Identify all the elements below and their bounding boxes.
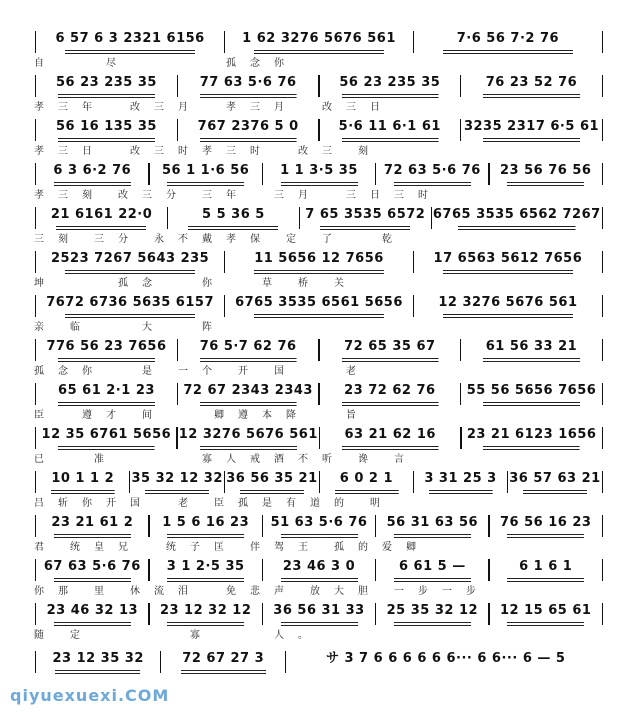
barline (488, 603, 489, 625)
barline (35, 515, 36, 537)
measure: 51 63 5·6 76 (264, 514, 374, 538)
barline (148, 515, 149, 537)
barline (224, 251, 225, 273)
measure: 3 1 2·5 35 (151, 558, 261, 582)
measure: 3 31 25 3 (415, 470, 506, 494)
measure: 12 15 65 61 (491, 602, 601, 626)
barline (35, 163, 36, 185)
barline (488, 515, 489, 537)
measure: 56 31 63 56 (377, 514, 487, 538)
measure: 6765 3535 6561 5656 (226, 294, 412, 318)
barline (285, 651, 286, 673)
barline (35, 427, 36, 449)
barline (602, 119, 603, 141)
lyrics-line: 坤 孤 念 你 草 桥 关 (34, 278, 346, 289)
barline (35, 119, 36, 141)
measure: 2523 7267 5643 235 (37, 250, 223, 274)
measure: 77 63 5·6 76 (179, 74, 317, 98)
notes-line (34, 514, 604, 538)
score-row (0, 26, 628, 74)
lyrics-line: 孝 三 刻 改 三 分 三 年 三 月 三 日 三 时 (34, 190, 430, 201)
barline (262, 163, 263, 185)
notes-line (34, 118, 604, 142)
measure: 76 56 16 23 (491, 514, 601, 538)
barline (167, 207, 168, 229)
barline (602, 295, 603, 317)
barline (177, 119, 178, 141)
measure: 25 35 32 12 (377, 602, 487, 626)
measure: 6 61 5 — (377, 558, 487, 582)
barline (413, 295, 414, 317)
score-row (0, 554, 628, 602)
measure: 56 1 1·6 56 (151, 162, 261, 186)
measure: 23 12 32 12 (151, 602, 261, 626)
score-row (0, 466, 628, 514)
measure: 67 63 5·6 76 (37, 558, 147, 582)
barline (375, 603, 376, 625)
lyrics-line: 孝 三 日 改 三 时 孝 三 时 改 三 刻 (34, 146, 370, 157)
measure: 10 1 1 2 (37, 470, 128, 494)
measure: 36 57 63 21 (509, 470, 600, 494)
barline (35, 339, 36, 361)
measure: 36 56 31 33 (264, 602, 374, 626)
barline (602, 75, 603, 97)
measure: 12 3276 5676 561 (179, 426, 318, 450)
barline (35, 295, 36, 317)
lyrics-line: 孤 念 你 是 一 个 开 国 老 (34, 366, 358, 377)
barline (602, 559, 603, 581)
measure: 5·6 11 6·1 61 (321, 118, 459, 142)
measure: 1 62 3276 5676 561 (226, 30, 412, 54)
barline (224, 295, 225, 317)
barline (177, 339, 178, 361)
notes-line (34, 250, 604, 274)
barline (35, 559, 36, 581)
notes-line (34, 426, 604, 450)
measure: 5 5 36 5 (169, 206, 298, 230)
barline (35, 31, 36, 53)
barline (148, 559, 149, 581)
lyrics-line: 孝 三 年 改 三 月 孝 三 月 改 三 日 (34, 102, 382, 113)
score-row (0, 70, 628, 118)
score-row (0, 290, 628, 338)
measure: 23 56 76 56 (491, 162, 601, 186)
score-row (0, 422, 628, 470)
barline (262, 559, 263, 581)
barline (602, 251, 603, 273)
measure: 63 21 62 16 (321, 426, 459, 450)
measure: 23 12 35 32 (37, 650, 159, 674)
barline (148, 163, 149, 185)
measure: 23 46 3 0 (264, 558, 374, 582)
measure: 6 1 6 1 (491, 558, 601, 582)
barline (35, 383, 36, 405)
barline (413, 31, 414, 53)
measure: 3235 2317 6·5 61 (462, 118, 600, 142)
barline (129, 471, 130, 493)
barline (460, 427, 461, 449)
barline (460, 119, 461, 141)
measure: 56 16 135 35 (37, 118, 175, 142)
lyrics-line: 臣 遵 才 间 卿 遵 本 降 旨 (34, 410, 358, 421)
notes-line (34, 74, 604, 98)
barline (507, 471, 508, 493)
barline (148, 603, 149, 625)
lyrics-line: 三 刻 三 分 永 不 戴 孝 保 定 了 乾 (34, 234, 394, 245)
lyrics-line: 随 定 寡 人 。 (34, 630, 310, 641)
measure: 1 1 3·5 35 (264, 162, 374, 186)
notes-line (34, 30, 604, 54)
barline (318, 339, 319, 361)
barline (602, 427, 603, 449)
barline (375, 515, 376, 537)
measure: 23 72 62 76 (321, 382, 459, 406)
score-row (0, 158, 628, 206)
barline (319, 427, 320, 449)
barline (35, 75, 36, 97)
barline (602, 339, 603, 361)
measure: 21 6161 22·0 (37, 206, 166, 230)
measure: 7 65 3535 6572 (301, 206, 430, 230)
measure: 776 56 23 7656 (37, 338, 175, 362)
measure: 55 56 5656 7656 (462, 382, 600, 406)
barline (176, 427, 177, 449)
measure: 72 63 5·6 76 (377, 162, 487, 186)
measure: 76 5·7 62 76 (179, 338, 317, 362)
barline (431, 207, 432, 229)
lyrics-line: 君 统 皇 兄 统 子 匡 伴 驾 王 孤 的 爱 卿 (34, 542, 418, 553)
measure: 6765 3535 6562 7267 (433, 206, 601, 230)
barline (413, 471, 414, 493)
measure: 12 35 6761 5656 (37, 426, 175, 450)
notes-line (34, 294, 604, 318)
notes-line (34, 602, 604, 626)
measure: サ 3 7 6 6 6 6 6 6··· 6 6··· 6 — 5 (325, 651, 566, 666)
score-row (0, 114, 628, 162)
measure: 23 21 6123 1656 (463, 426, 601, 450)
barline (318, 383, 319, 405)
barline (177, 383, 178, 405)
barline (262, 515, 263, 537)
notes-line (34, 558, 604, 582)
measure: 35 32 12 32 (131, 470, 222, 494)
barline (262, 603, 263, 625)
measure: 76 23 52 76 (462, 74, 600, 98)
notes-line (34, 382, 604, 406)
score-row (0, 246, 628, 294)
barline (460, 383, 461, 405)
measure: 72 67 27 3 (162, 650, 284, 674)
barline (488, 163, 489, 185)
barline (177, 75, 178, 97)
score-row (0, 378, 628, 426)
barline (318, 75, 319, 97)
barline (602, 471, 603, 493)
measure: 17 6563 5612 7656 (415, 250, 601, 274)
measure: 72 67 2343 2343 (179, 382, 317, 406)
barline (318, 119, 319, 141)
measure: 72 65 35 67 (321, 338, 459, 362)
measure: 65 61 2·1 23 (37, 382, 175, 406)
barline (375, 559, 376, 581)
score-row (0, 510, 628, 558)
lyrics-line: 已 准 寡 人 戒 酒 不 听 谗 言 (34, 454, 406, 465)
measure: 11 5656 12 7656 (226, 250, 412, 274)
barline (299, 207, 300, 229)
barline (35, 251, 36, 273)
barline (319, 471, 320, 493)
notes-line (34, 162, 604, 186)
barline (375, 163, 376, 185)
barline (488, 559, 489, 581)
barline (602, 603, 603, 625)
barline (160, 651, 161, 673)
score-row (0, 202, 628, 250)
measure: 7672 6736 5635 6157 (37, 294, 223, 318)
measure: 767 2376 5 0 (179, 118, 317, 142)
barline (224, 471, 225, 493)
barline (602, 163, 603, 185)
score-row (0, 334, 628, 382)
measure: 1 5 6 16 23 (151, 514, 261, 538)
measure: 7·6 56 7·2 76 (415, 30, 601, 54)
barline (602, 383, 603, 405)
barline (602, 515, 603, 537)
measure: 6 0 2 1 (321, 470, 412, 494)
measure: 61 56 33 21 (462, 338, 600, 362)
score-row (0, 598, 628, 646)
measure: 12 3276 5676 561 (415, 294, 601, 318)
notes-line (34, 650, 604, 674)
barline (35, 651, 36, 673)
notes-line (34, 206, 604, 230)
notes-line (34, 338, 604, 362)
lyrics-line: 你 那 里 休 流 泪 免 悲 声 放 大 胆 一 步 一 步 (34, 586, 478, 597)
lyrics-line: 自 尽 孤 念 你 (34, 58, 286, 69)
barline (413, 251, 414, 273)
barline (35, 207, 36, 229)
barline (602, 207, 603, 229)
barline (224, 31, 225, 53)
measure: 6 3 6·2 76 (37, 162, 147, 186)
measure: 6 57 6 3 2321 6156 (37, 30, 223, 54)
barline (460, 75, 461, 97)
barline (35, 603, 36, 625)
barline (602, 31, 603, 53)
measure: 56 23 235 35 (321, 74, 459, 98)
notes-line (34, 470, 604, 494)
measure: 36 56 35 21 (226, 470, 317, 494)
measure: 56 23 235 35 (37, 74, 175, 98)
lyrics-line: 吕 斩 你 开 国 老 臣 孤 是 有 道 的 明 (34, 498, 382, 509)
lyrics-line: 亲 临 大 阵 (34, 322, 214, 333)
barline (460, 339, 461, 361)
measure: 23 21 61 2 (37, 514, 147, 538)
site-watermark: qiyuexuexi.COM (10, 686, 170, 705)
barline (35, 471, 36, 493)
measure: 23 46 32 13 (37, 602, 147, 626)
